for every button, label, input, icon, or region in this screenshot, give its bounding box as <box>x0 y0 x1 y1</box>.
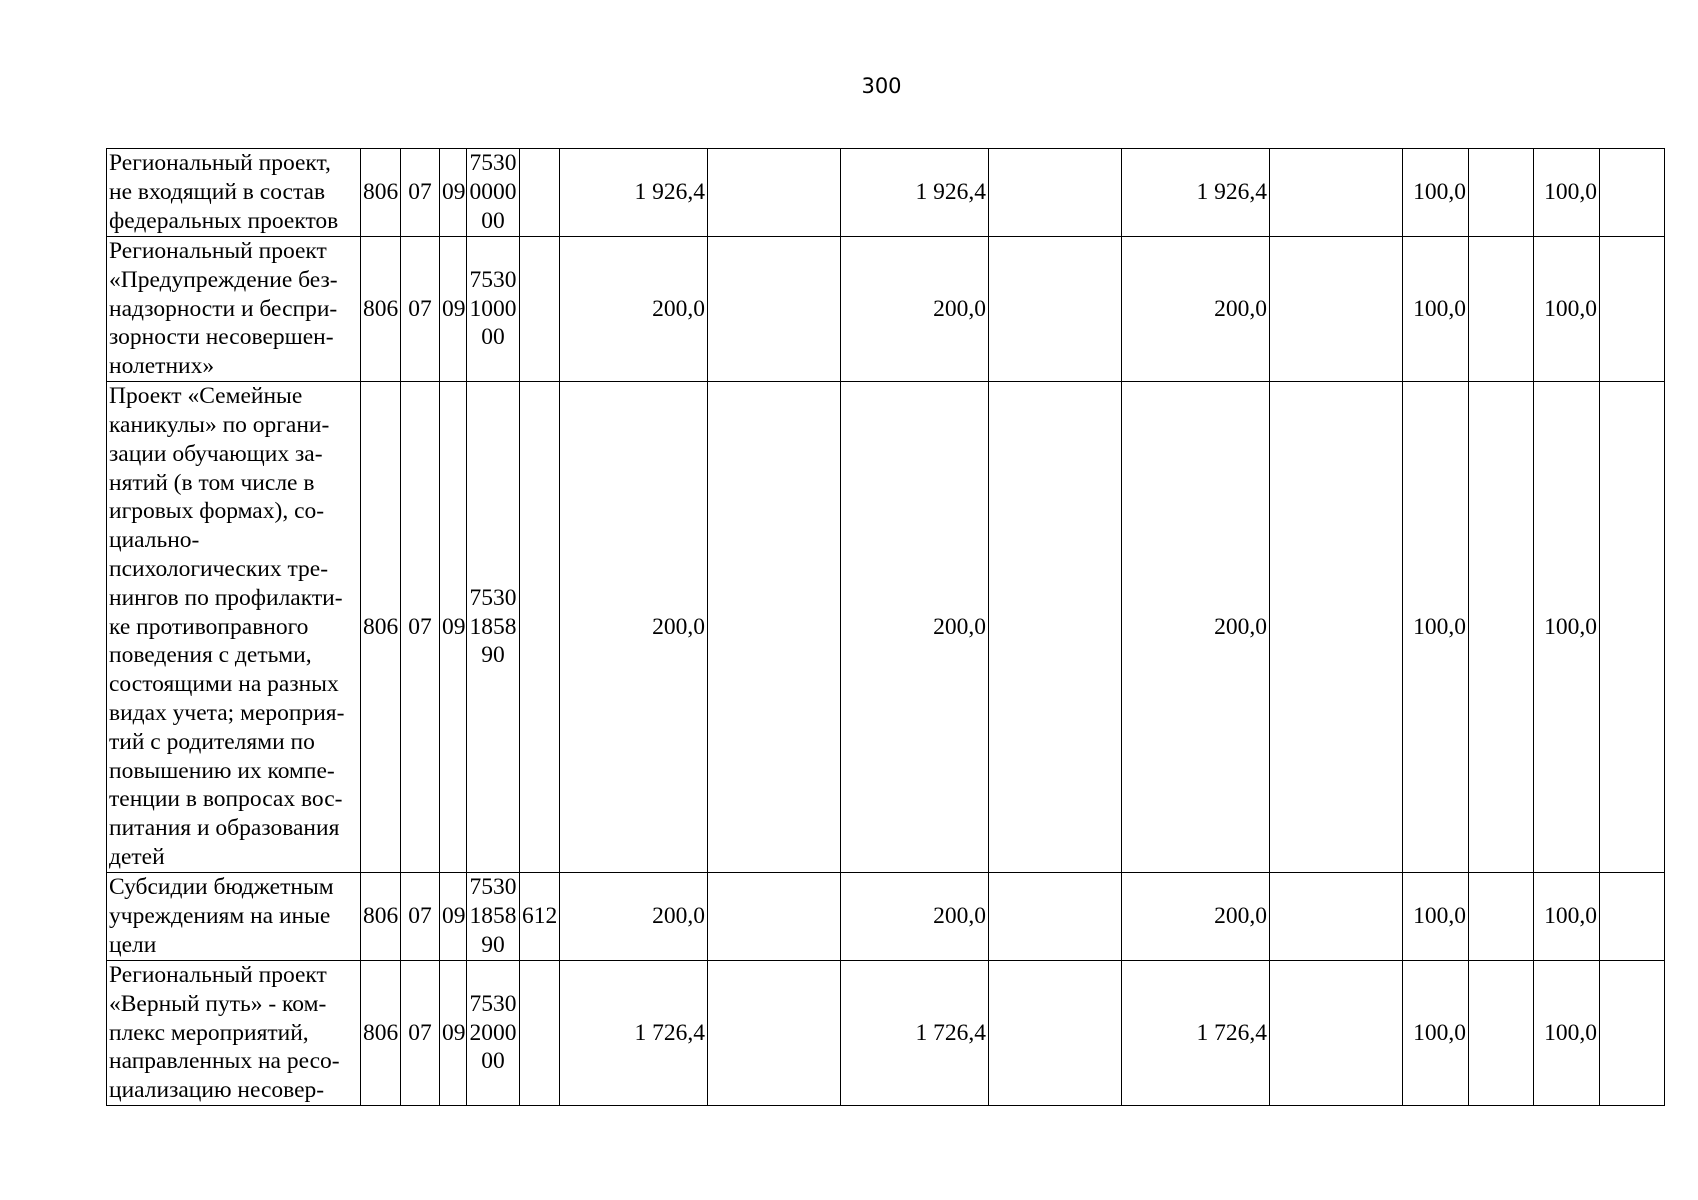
executed-amount: 200,0 <box>1122 382 1270 873</box>
percent-execution-1: 100,0 <box>1403 961 1469 1106</box>
planned-amount: 200,0 <box>560 873 708 961</box>
approved-amount: 200,0 <box>841 382 989 873</box>
approved-amount-federal <box>989 382 1122 873</box>
grbs-code: 806 <box>361 149 401 237</box>
section-code: 07 <box>401 237 440 382</box>
percent-execution-2-federal <box>1600 873 1665 961</box>
percent-execution-2: 100,0 <box>1534 961 1600 1106</box>
executed-amount-federal <box>1270 149 1403 237</box>
subsection-code: 09 <box>440 961 467 1106</box>
table-row <box>107 382 1665 873</box>
executed-amount: 200,0 <box>1122 873 1270 961</box>
row-name: Региональный проект, не входящий в состав федеральных проектов <box>107 149 361 237</box>
approved-amount: 1 926,4 <box>841 149 989 237</box>
target-article-code: 7530 0000 00 <box>467 149 520 237</box>
planned-amount-federal <box>708 873 841 961</box>
executed-amount: 1 726,4 <box>1122 961 1270 1106</box>
planned-amount: 200,0 <box>560 237 708 382</box>
percent-execution-1: 100,0 <box>1403 382 1469 873</box>
section-code: 07 <box>401 149 440 237</box>
row-name: Региональный проект «Предупреждение без- надзорности и беспри- зорности несовершен- нолетних» <box>107 237 361 382</box>
expense-type-code <box>520 237 560 382</box>
grbs-code: 806 <box>361 873 401 961</box>
planned-amount-federal <box>708 149 841 237</box>
executed-amount: 1 926,4 <box>1122 149 1270 237</box>
row-name: Проект «Семейные каникулы» по органи- зации обучающих за- нятий (в том числе в игровых формах), со- циально- психологических тре- нингов по профилакти- ке противоправного поведения с детьми, состоящими на разных видах учета; мероприя- тий с родителями по повышению их компе- тенции в вопросах вос- питания и образования детей <box>107 382 361 873</box>
target-article-code: 7530 1858 90 <box>467 873 520 961</box>
approved-amount: 200,0 <box>841 237 989 382</box>
executed-amount: 200,0 <box>1122 237 1270 382</box>
grbs-code: 806 <box>361 237 401 382</box>
approved-amount-federal <box>989 149 1122 237</box>
percent-execution-1: 100,0 <box>1403 237 1469 382</box>
section-code: 07 <box>401 382 440 873</box>
subsection-code: 09 <box>440 237 467 382</box>
expense-type-code <box>520 382 560 873</box>
planned-amount: 1 726,4 <box>560 961 708 1106</box>
table-row <box>107 873 1665 961</box>
target-article-code: 7530 1000 00 <box>467 237 520 382</box>
percent-execution-2-federal <box>1600 961 1665 1106</box>
percent-execution-2: 100,0 <box>1534 382 1600 873</box>
grbs-code: 806 <box>361 382 401 873</box>
target-article-code: 7530 1858 90 <box>467 382 520 873</box>
percent-execution-1-federal <box>1469 382 1534 873</box>
approved-amount: 200,0 <box>841 873 989 961</box>
executed-amount-federal <box>1270 961 1403 1106</box>
planned-amount: 1 926,4 <box>560 149 708 237</box>
percent-execution-1-federal <box>1469 873 1534 961</box>
percent-execution-1-federal <box>1469 961 1534 1106</box>
percent-execution-2-federal <box>1600 382 1665 873</box>
subsection-code: 09 <box>440 873 467 961</box>
executed-amount-federal <box>1270 237 1403 382</box>
approved-amount-federal <box>989 873 1122 961</box>
table-row <box>107 149 1665 237</box>
executed-amount-federal <box>1270 873 1403 961</box>
subsection-code: 09 <box>440 382 467 873</box>
table-row <box>107 237 1665 382</box>
percent-execution-1-federal <box>1469 149 1534 237</box>
subsection-code: 09 <box>440 149 467 237</box>
row-name: Субсидии бюджетным учреждениям на иные цели <box>107 873 361 961</box>
expense-type-code: 612 <box>520 873 560 961</box>
percent-execution-2-federal <box>1600 149 1665 237</box>
percent-execution-2-federal <box>1600 237 1665 382</box>
executed-amount-federal <box>1270 382 1403 873</box>
planned-amount-federal <box>708 237 841 382</box>
percent-execution-1: 100,0 <box>1403 149 1469 237</box>
row-name: Региональный проект «Верный путь» - ком- плекс мероприятий, направленных на ресо- циализацию несовер- <box>107 961 361 1106</box>
planned-amount-federal <box>708 382 841 873</box>
planned-amount-federal <box>708 961 841 1106</box>
page-number: 300 <box>861 74 902 98</box>
planned-amount: 200,0 <box>560 382 708 873</box>
approved-amount-federal <box>989 237 1122 382</box>
percent-execution-2: 100,0 <box>1534 873 1600 961</box>
percent-execution-1-federal <box>1469 237 1534 382</box>
percent-execution-2: 100,0 <box>1534 149 1600 237</box>
budget-table <box>106 148 1665 1106</box>
approved-amount: 1 726,4 <box>841 961 989 1106</box>
section-code: 07 <box>401 961 440 1106</box>
percent-execution-1: 100,0 <box>1403 873 1469 961</box>
target-article-code: 7530 2000 00 <box>467 961 520 1106</box>
approved-amount-federal <box>989 961 1122 1106</box>
expense-type-code <box>520 149 560 237</box>
percent-execution-2: 100,0 <box>1534 237 1600 382</box>
section-code: 07 <box>401 873 440 961</box>
expense-type-code <box>520 961 560 1106</box>
grbs-code: 806 <box>361 961 401 1106</box>
table-row <box>107 961 1665 1106</box>
